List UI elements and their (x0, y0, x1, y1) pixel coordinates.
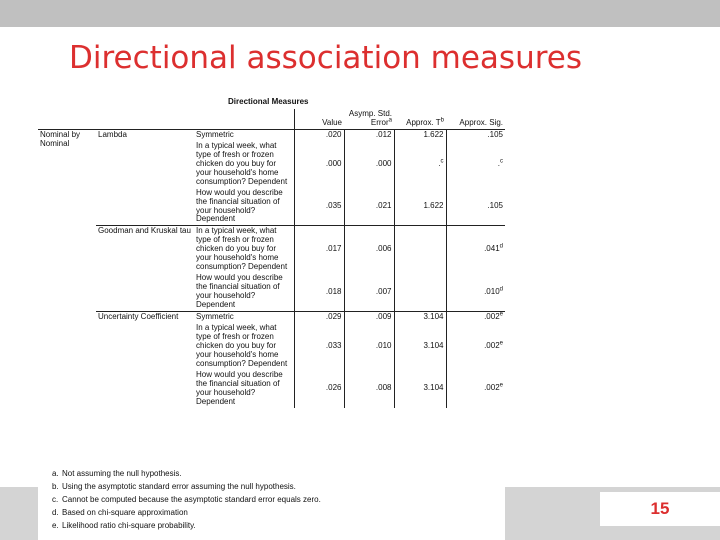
header-row (38, 109, 505, 129)
footnote: a. Not assuming the null hypothesis. (52, 469, 182, 478)
group-label: Nominal by Nominal (40, 129, 81, 148)
ase-cell: .021 (344, 188, 394, 226)
sig-cell: .002e (446, 370, 505, 408)
value-cell: .026 (294, 370, 344, 408)
t-cell (394, 226, 446, 273)
ase-cell: .008 (344, 370, 394, 408)
variable-label: In a typical week, what type of fresh or frozen chicken do you buy for your household's home consumption? Dependent (196, 322, 288, 368)
footnote: b. Using the asymptotic standard error assuming the null hypothesis. (52, 481, 296, 491)
value-cell: .035 (294, 188, 344, 226)
sig-cell: .$^c$ (446, 141, 505, 188)
measure-label: Lambda (98, 129, 127, 139)
sig-cell: .010$^d$ (446, 273, 505, 311)
slide-title: Directional association measures (69, 40, 583, 76)
variable-label: How would you describe the financial situation of your household? Dependent (196, 369, 283, 406)
t-cell: .$^c$ (394, 141, 446, 188)
ase-cell: .007 (344, 273, 394, 311)
col-header-sig: Approx. Sig. (446, 109, 505, 129)
table-row (38, 129, 505, 140)
value-cell: .000 (294, 141, 344, 188)
footnote: d. Based on chi-square approximation (52, 507, 188, 517)
t-cell: 3.104 (394, 312, 446, 323)
col-header-value: Value (294, 109, 344, 129)
spss-output-table (38, 94, 505, 540)
top-band (0, 0, 720, 27)
footnote: e. Likelihood ratio chi-square probability. (52, 520, 196, 530)
t-cell: 1.622 (394, 188, 446, 226)
variable-label: In a typical week, what type of fresh or frozen chicken do you buy for your household's home consumption? Dependent (196, 140, 288, 186)
col-header-t: Approx. $T^b$ (394, 109, 446, 129)
sig-cell: .002e (446, 312, 505, 323)
t-cell: 3.104 (394, 370, 446, 408)
variable-label: In a typical week, what type of fresh or frozen chicken do you buy for your household's home consumption? Dependent (194, 226, 294, 273)
measure-label: Uncertainty Coefficient (96, 312, 194, 408)
sig-cell: .041$^d$ (446, 226, 505, 273)
t-cell: 3.104 (394, 323, 446, 370)
col-header-ase: Asymp. Std. Error$^a$ (344, 109, 394, 129)
table-title: Directional Measures (228, 97, 309, 106)
t-cell: 1.622 (394, 129, 446, 140)
t-cell (394, 273, 446, 311)
page-number: 15 (600, 492, 720, 526)
table-row (38, 312, 505, 323)
directional-measures-table (38, 109, 505, 408)
measure-label: Goodman and Kruskal tau (96, 226, 194, 312)
value-cell: .033 (294, 323, 344, 370)
footnote: c. Cannot be computed because the asymptotic standard error equals zero. (52, 494, 321, 504)
ase-cell: .000 (344, 141, 394, 188)
value-cell: .017 (294, 226, 344, 273)
footnotes (52, 470, 502, 535)
variable-label: How would you describe the financial situation of your household? Dependent (196, 187, 283, 224)
ase-cell: .009 (344, 312, 394, 323)
ase-cell: .012 (344, 129, 394, 140)
sig-cell: .002e (446, 323, 505, 370)
sig-cell: .105 (446, 188, 505, 226)
value-cell: .018 (294, 273, 344, 311)
table-row (38, 226, 505, 273)
value-cell: .029 (294, 312, 344, 323)
variable-label: Symmetric (196, 129, 234, 139)
ase-cell: .006 (344, 226, 394, 273)
variable-label: Symmetric (194, 312, 294, 323)
sig-cell: .105 (446, 129, 505, 140)
variable-label: How would you describe the financial situation of your household? Dependent (196, 273, 283, 310)
value-cell: .020 (294, 129, 344, 140)
ase-cell: .010 (344, 323, 394, 370)
